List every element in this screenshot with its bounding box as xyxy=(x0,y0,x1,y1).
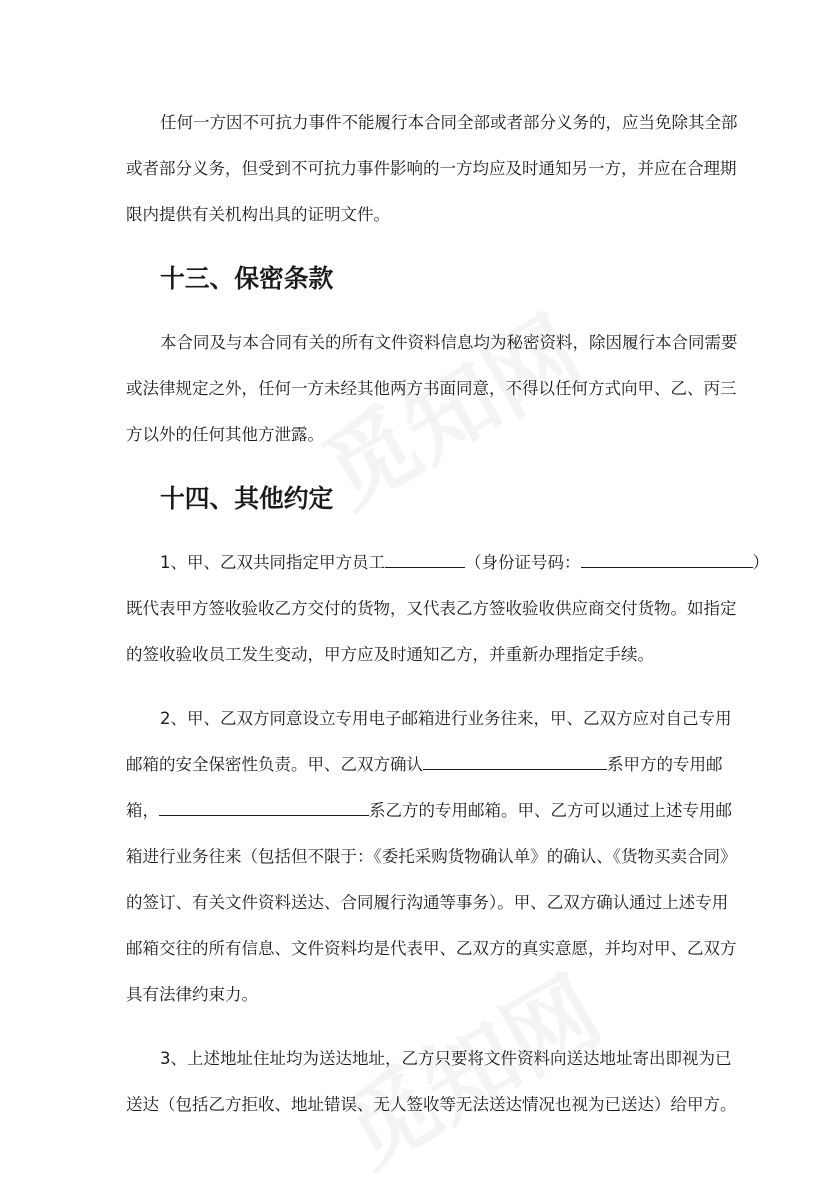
party-a-email-blank xyxy=(423,751,607,770)
force-majeure-line-3: 限内提供有关机构出具的证明文件。 xyxy=(126,205,390,224)
confidentiality-paragraph xyxy=(126,320,741,458)
clause-1-line-1 xyxy=(126,540,769,586)
confidentiality-line-3: 方以外的任何其他方泄露。 xyxy=(126,425,324,444)
clause-1-line-3: 的签收验收员工发生变动，甲方应及时通知乙方，并重新办理指定手续。 xyxy=(126,645,654,664)
clause-2-line-5: 的签订、有关文件资料送达、合同履行沟通等事务）。甲、乙双方确认通过上述专用 xyxy=(126,893,729,912)
clause-2-line-2-suffix: 系甲方的专用邮 xyxy=(607,755,723,774)
clause-1-close-paren: ） xyxy=(752,553,769,572)
clause-2-line-4: 箱进行业务往来（包括但不限于：《委托采购货物确认单》的确认、《货物买卖合同》 xyxy=(126,847,737,866)
clause-2-email xyxy=(126,696,741,1018)
clause-1-id-label: （身份证号码： xyxy=(465,553,581,572)
force-majeure-line-1: 任何一方因不可抗力事件不能履行本合同全部或者部分义务的，应当免除其全部 xyxy=(160,113,738,132)
clause-1-line-2: 既代表甲方签收验收乙方交付的货物，又代表乙方签收验收供应商交付货物。如指定 xyxy=(126,599,737,618)
clause-2-line-7: 具有法律约束力。 xyxy=(126,985,258,1004)
employee-name-blank xyxy=(385,549,465,568)
party-b-email-blank xyxy=(159,797,369,816)
section-13-heading: 十三、保密条款 xyxy=(160,264,334,293)
clause-3-service-address xyxy=(126,1036,741,1128)
clause-2-line-3-suffix: 系乙方的专用邮箱。甲、乙方可以通过上述专用邮 xyxy=(369,801,732,820)
force-majeure-paragraph xyxy=(126,100,741,238)
section-14-heading: 十四、其他约定 xyxy=(160,484,334,513)
clause-1-prefix: 1、甲、乙双共同指定甲方员工 xyxy=(160,553,385,572)
confidentiality-line-2: 或法律规定之外，任何一方未经其他两方书面同意，不得以任何方式向甲、乙、丙三 xyxy=(126,379,737,398)
clause-2-line-3 xyxy=(126,788,741,834)
clause-1-designated-employee xyxy=(126,540,769,678)
clause-2-line-3-prefix: 箱， xyxy=(126,801,159,820)
clause-3-line-1: 3、上述地址住址均为送达地址，乙方只要将文件资料向送达地址寄出即视为已 xyxy=(160,1049,732,1068)
clause-2-line-2 xyxy=(126,742,741,788)
clause-2-line-1: 2、甲、乙双方同意设立专用电子邮箱进行业务往来，甲、乙双方应对自己专用 xyxy=(160,709,732,728)
clause-2-line-2-prefix: 邮箱的安全保密性负责。甲、乙双方确认 xyxy=(126,755,423,774)
clause-3-line-2: 送达（包括乙方拒收、地址错误、无人签收等无法送达情况也视为已送达）给甲方。 xyxy=(126,1095,737,1114)
id-number-blank xyxy=(581,549,753,568)
force-majeure-line-2: 或者部分义务，但受到不可抗力事件影响的一方均应及时通知另一方，并应在合理期 xyxy=(126,159,737,178)
clause-2-line-6: 邮箱交往的所有信息、文件资料均是代表甲、乙双方的真实意愿，并均对甲、乙双方 xyxy=(126,939,737,958)
document-body xyxy=(126,100,769,1128)
confidentiality-line-1: 本合同及与本合同有关的所有文件资料信息均为秘密资料，除因履行本合同需要 xyxy=(160,333,738,352)
